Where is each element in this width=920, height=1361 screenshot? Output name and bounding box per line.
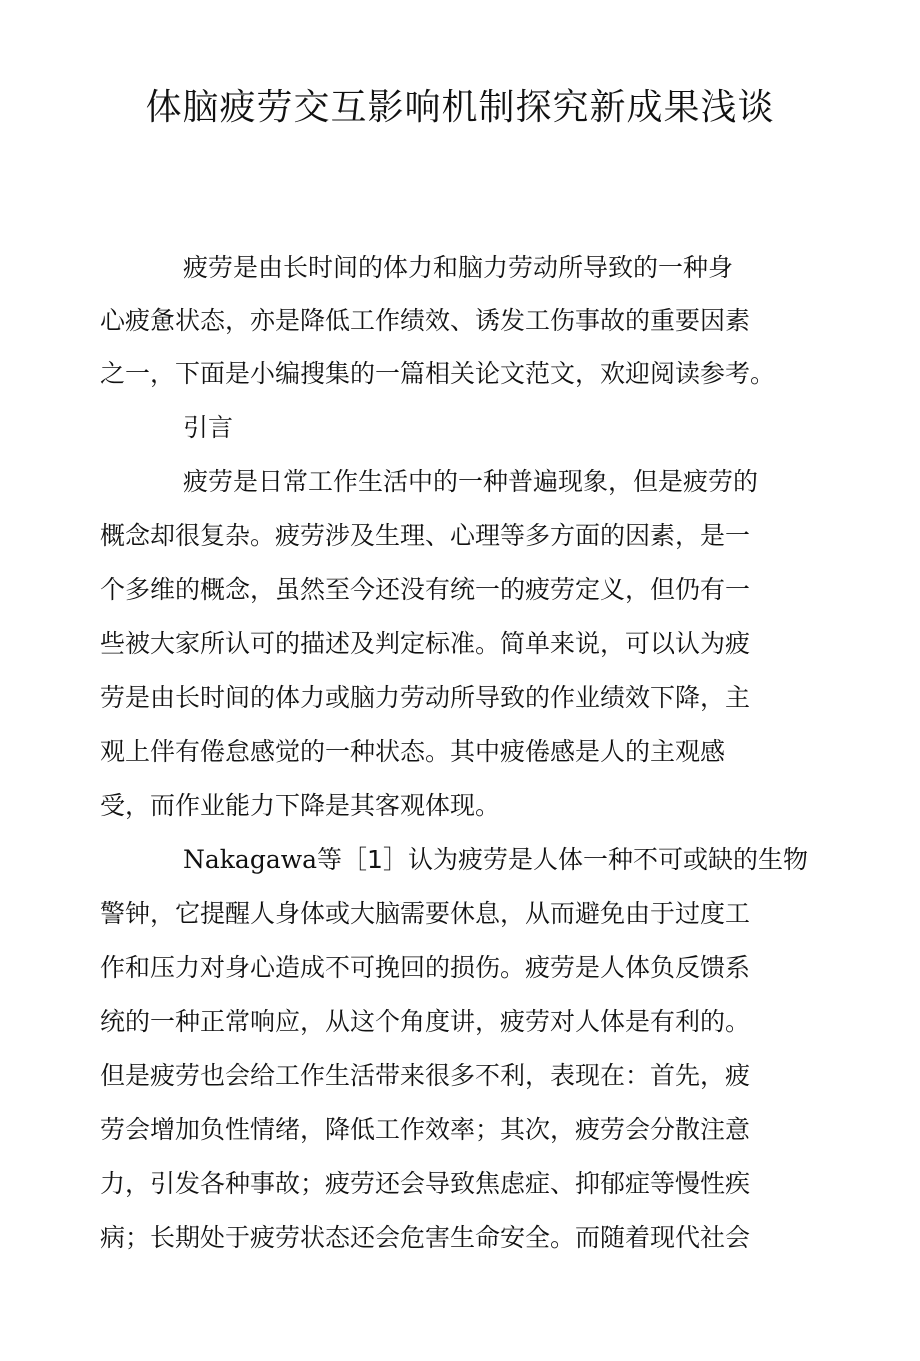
p2-line-3: 作和压力对身心造成不可挽回的损伤。疲劳是人体负反馈系 (100, 953, 751, 982)
section-heading: 引言 (183, 413, 234, 442)
p2-line-5: 但是疲劳也会给工作生活带来很多不利，表现在：首先，疲 (100, 1061, 751, 1090)
p2-line-1 (183, 842, 808, 878)
document-title: 体脑疲劳交互影响机制探究新成果浅谈 (145, 87, 775, 128)
p2-line-4: 统的一种正常响应，从这个角度讲，疲劳对人体是有利的。 (100, 1007, 751, 1036)
intro-line-1: 疲劳是由长时间的体力和脑力劳动所导致的一种身 (183, 253, 734, 282)
intro-line-2: 心疲惫状态，亦是降低工作绩效、诱发工伤事故的重要因素 (100, 306, 751, 335)
p1-line-2: 概念却很复杂。疲劳涉及生理、心理等多方面的因素，是一 (100, 521, 751, 550)
p2-line-6: 劳会增加负性情绪，降低工作效率；其次，疲劳会分散注意 (100, 1115, 751, 1144)
p1-line-3: 个多维的概念，虽然至今还没有统一的疲劳定义，但仍有一 (100, 575, 751, 604)
p2-line-7: 力，引发各种事故；疲劳还会导致焦虑症、抑郁症等慢性疾 (100, 1169, 751, 1198)
p1-line-1: 疲劳是日常工作生活中的一种普遍现象，但是疲劳的 (183, 467, 759, 496)
p2-line-2: 警钟，它提醒人身体或大脑需要休息，从而避免由于过度工 (100, 899, 751, 928)
p2-line-8: 病；长期处于疲劳状态还会危害生命安全。而随着现代社会 (100, 1223, 751, 1252)
p2-line-1-rest: 等［1］认为疲劳是人体一种不可或缺的生物 (317, 845, 808, 874)
p1-line-4: 些被大家所认可的描述及判定标准。简单来说，可以认为疲 (100, 629, 751, 658)
intro-line-3: 之一，下面是小编搜集的一篇相关论文范文，欢迎阅读参考。 (100, 359, 776, 388)
author-name: Nakagawa (183, 845, 318, 874)
p1-line-6: 观上伴有倦怠感觉的一种状态。其中疲倦感是人的主观感 (100, 737, 726, 766)
p1-line-7: 受，而作业能力下降是其客观体现。 (100, 791, 501, 820)
p1-line-5: 劳是由长时间的体力或脑力劳动所导致的作业绩效下降，主 (100, 683, 751, 712)
